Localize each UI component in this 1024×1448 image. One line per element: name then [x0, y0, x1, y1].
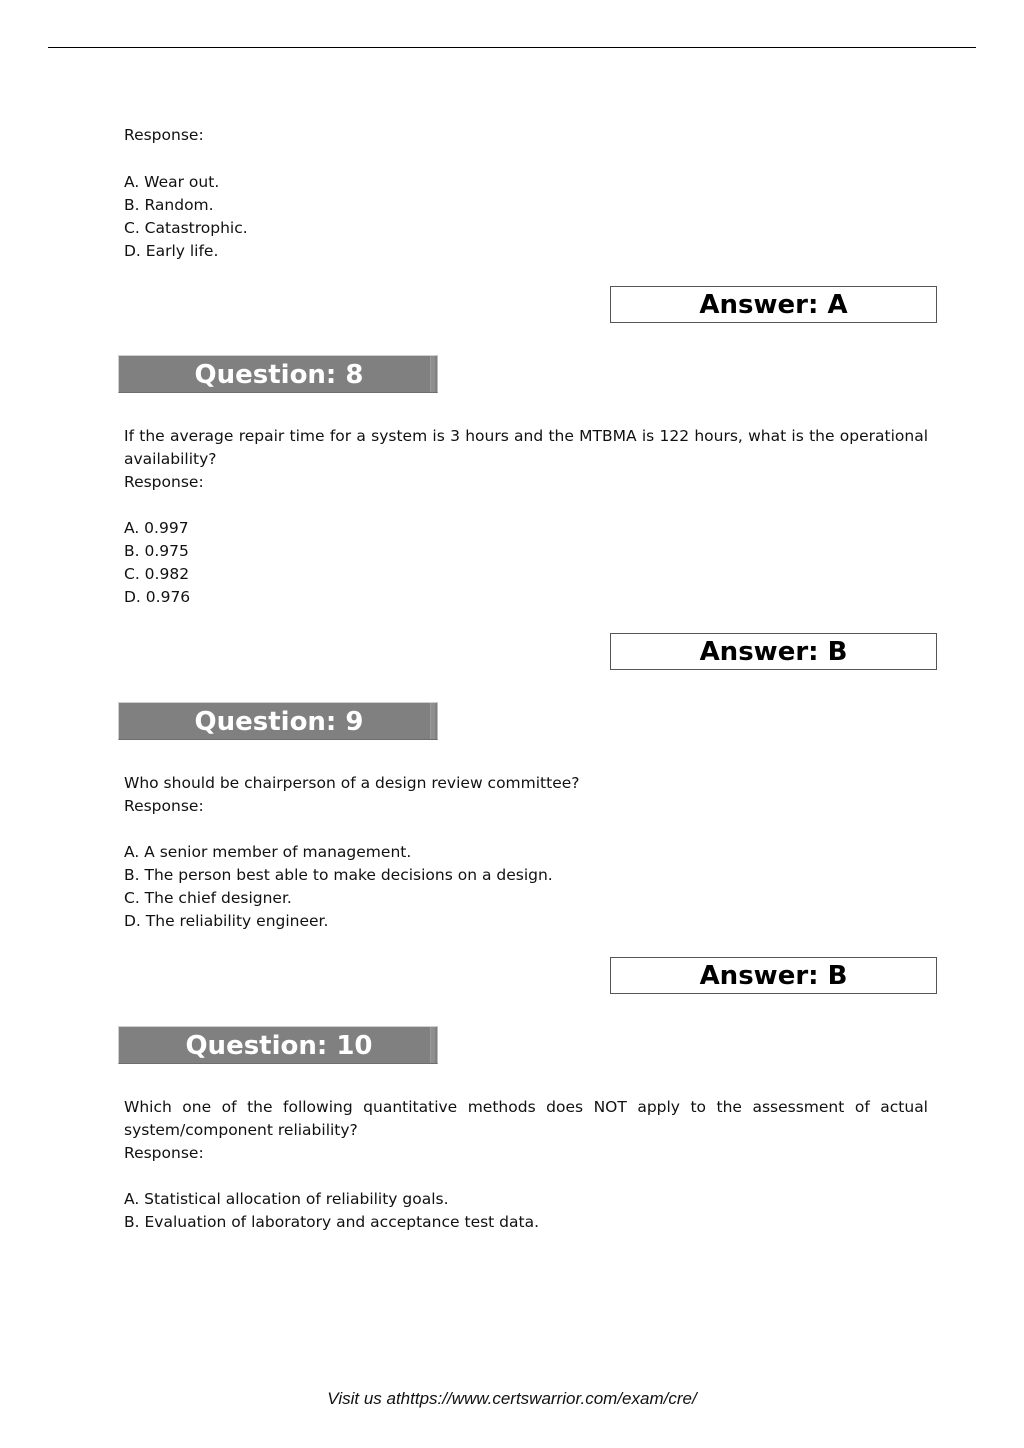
q8-question-line-1: If the average repair time for a system is 3 hours and the MTBMA is 122 hours, what is the operational — [124, 427, 928, 445]
q8-question-line-2: availability? — [124, 450, 217, 468]
q8-option-c: C. 0.982 — [124, 565, 190, 583]
q10-title-banner — [118, 1026, 438, 1064]
q10-option-b: B. Evaluation of laboratory and acceptance test data. — [124, 1213, 540, 1231]
header-rule — [48, 47, 976, 48]
q7-response-label: Response: — [124, 126, 204, 144]
q9-option-b: B. The person best able to make decisions on a design. — [124, 866, 553, 884]
footer-link[interactable]: Visit us athttps://www.certswarrior.com/exam/cre/ — [327, 1389, 697, 1408]
q7-answer-text: Answer: A — [699, 290, 848, 320]
q9-option-d: D. The reliability engineer. — [124, 912, 329, 930]
q7-option-a: A. Wear out. — [124, 173, 220, 191]
q10-response-label: Response: — [124, 1144, 204, 1162]
q9-question-line-1: Who should be chairperson of a design review committee? — [124, 774, 580, 792]
q7-answer-box — [610, 286, 937, 323]
q8-response-label: Response: — [124, 473, 204, 491]
q10-question-line-1: Which one of the following quantitative methods does NOT apply to the assessment of actual — [124, 1098, 928, 1116]
q9-answer-text: Answer: B — [699, 961, 848, 991]
q7-option-b: B. Random. — [124, 196, 214, 214]
q9-title-banner — [118, 702, 438, 740]
q8-answer-text: Answer: B — [699, 637, 848, 667]
q8-answer-box — [610, 633, 937, 670]
q10-title: Question: 10 — [185, 1031, 373, 1061]
q8-title-banner — [118, 355, 438, 393]
q8-title: Question: 8 — [194, 360, 364, 390]
q9-option-c: C. The chief designer. — [124, 889, 292, 907]
q8-option-d: D. 0.976 — [124, 588, 191, 606]
q8-option-b: B. 0.975 — [124, 542, 189, 560]
q9-answer-box — [610, 957, 937, 994]
q10-question-line-2: system/component reliability? — [124, 1121, 358, 1139]
q7-option-c: C. Catastrophic. — [124, 219, 248, 237]
q8-option-a: A. 0.997 — [124, 519, 189, 537]
q9-title: Question: 9 — [194, 707, 364, 737]
q7-option-d: D. Early life. — [124, 242, 219, 260]
q9-option-a: A. A senior member of management. — [124, 843, 412, 861]
q10-option-a: A. Statistical allocation of reliability goals. — [124, 1190, 449, 1208]
q9-response-label: Response: — [124, 797, 204, 815]
